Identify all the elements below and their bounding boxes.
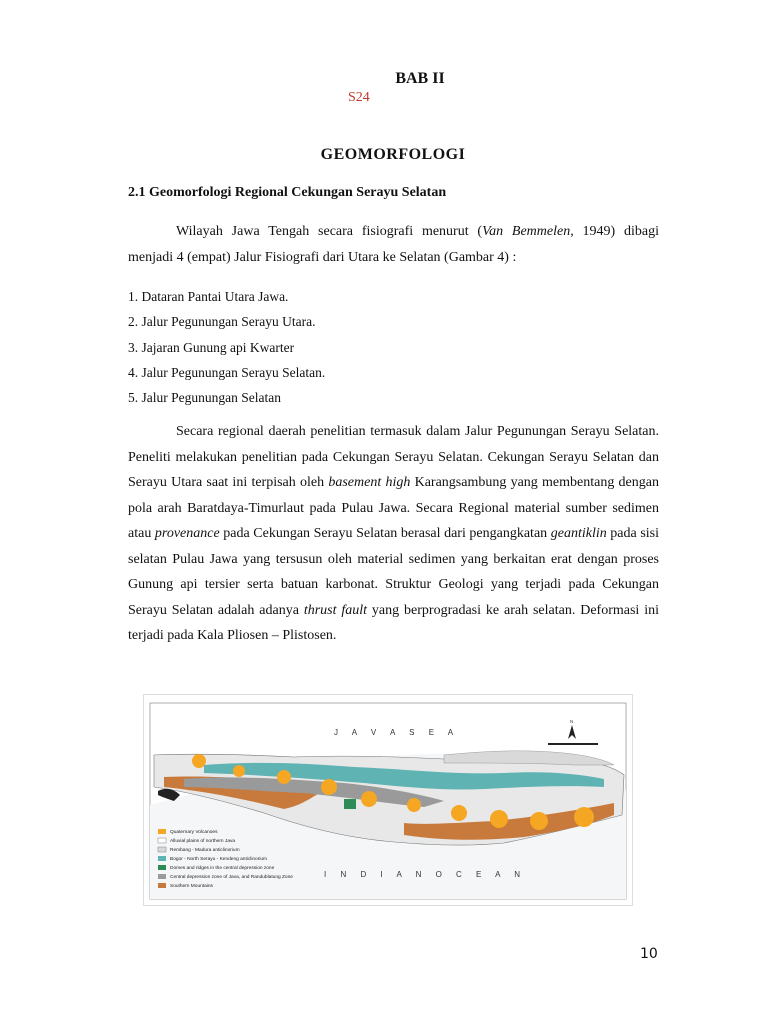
paragraph-regional-s5: yang berprogradasi ke arah selatan. Deformasi ini terjadi pada Kala Pliosen – Plistosen. — [128, 602, 659, 643]
legend-item: Quaternary Volcanoes — [170, 830, 218, 835]
term-geantiklin: geantiklin — [550, 526, 607, 541]
legend-item: Southern Mountains — [170, 884, 213, 889]
paragraph-intro-text-b: , 1949) dibagi menjadi 4 (empat) Jalur Fisiografi dari Utara ke Selatan (Gambar 4) : — [128, 224, 660, 265]
list-item: 2. Jalur Pegunungan Serayu Utara. — [128, 314, 316, 330]
paragraph-regional-s4: pada sisi selatan Pulau Jawa yang tersusun oleh material sedimen yang berkaitan erat dengan proses Gunung api tersier serta batuan karbonat. Struktur Geologi yang terjadi pada Cekungan Serayu Selatan adalah adanya — [128, 526, 659, 618]
paragraph-regional-s3: pada Cekungan Serayu Selatan berasal dari pengangkatan — [219, 526, 551, 541]
legend-item: Alluvial plains of northern Java — [170, 839, 236, 844]
legend-item: Central depression zone of Java, and Randublatung Zone — [170, 875, 293, 880]
physiographic-list — [128, 284, 325, 410]
list-item: 1. Dataran Pantai Utara Jawa. — [128, 289, 289, 304]
indian-ocean-label: I N D I A N O C E A N — [324, 870, 527, 879]
list-item: 5. Jalur Pegunungan Selatan — [128, 390, 281, 406]
paragraph-regional-s1: Secara regional daerah penelitian termasuk dalam Jalur Pegunungan Serayu Selatan. Peneliti melakukan penelitian pada Cekungan Serayu Selatan. Cekungan Serayu Selatan dan Serayu Utara saat ini terpisah oleh — [128, 424, 659, 490]
legend-item: Rembang - Madura anticlinorium — [170, 848, 240, 853]
term-thrust-fault: thrust fault — [303, 602, 368, 618]
legend-item: Domes and ridges in the central depression zone — [170, 866, 275, 871]
paragraph-intro-text-a: Wilayah Jawa Tengah secara fisiografi menurut ( — [176, 224, 483, 239]
page-number: 10 — [640, 946, 658, 962]
paragraph-intro — [128, 219, 659, 270]
java-sea-label: J A V A S E A — [334, 728, 460, 737]
term-provenance: provenance — [154, 526, 220, 541]
chapter-heading: BAB II — [395, 70, 445, 87]
svg-text:N: N — [570, 719, 574, 724]
paragraph-regional — [128, 419, 659, 649]
physiographic-map-figure — [143, 694, 633, 906]
java-physiography-map — [144, 695, 632, 905]
reference-author: Van Bemmelen — [482, 224, 571, 239]
term-basement-high: basement high — [328, 475, 411, 490]
list-item: 4. Jalur Pegunungan Serayu Selatan. — [128, 364, 326, 380]
page-title: GEOMORFOLOGI — [320, 146, 466, 163]
list-item: 3. Jajaran Gunung api Kwarter — [128, 339, 295, 355]
paragraph-regional-s2: Karangsambung yang membentang dengan pola arah Baratdaya-Timurlaut pada Pulau Jawa. Secara Regional material sumber sedimen atau — [128, 475, 659, 541]
section-heading: 2.1 Geomorfologi Regional Cekungan Serayu Selatan — [128, 185, 447, 200]
chapter-code: S24 — [348, 90, 370, 105]
legend-item: Bogor - North Serayu - Kendeng anticlinorium — [170, 857, 268, 862]
